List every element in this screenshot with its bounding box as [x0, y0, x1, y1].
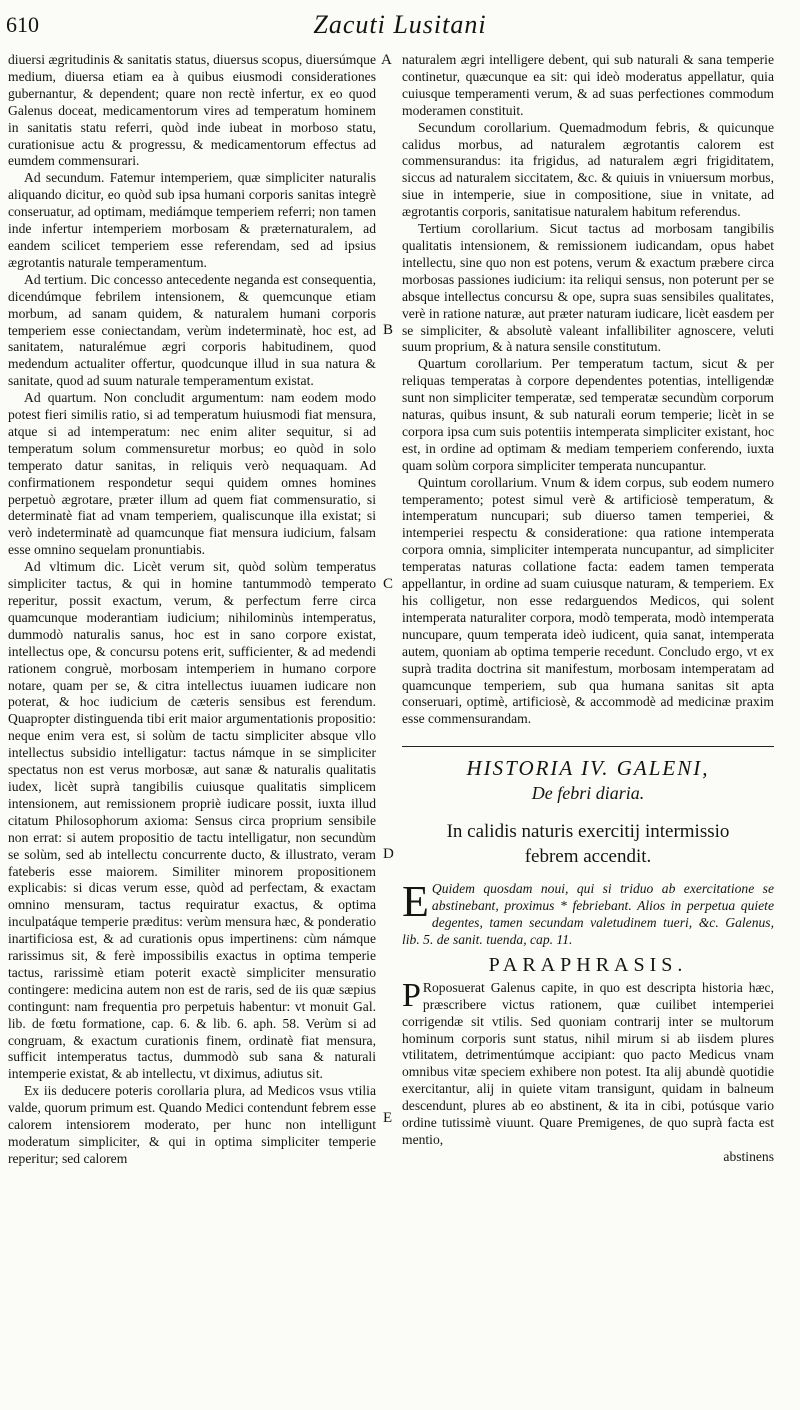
right-paragraph: Tertium corollarium. Sicut tactus ad morbosam tangibilis qualitatis intensionem, & remissionem iudicandam, opus habet intellectu, sine quo non est potens, verum & exactum præbere circa morbosas passiones iudicium: ita reliqui sensus, non poterunt per se absque intellectus concursu & ope, supra suas sensibiles qualitates, verè in ratione naturæ, aut præter naturam iudicare, licèt easdem per se simpliciter, & absolutè valeant infallibiliter agnoscere, veluti suum proprium, & à natura sensile constitutum.	[402, 221, 774, 355]
left-paragraph: diuersi ægritudinis & sanitatis status, diuersus scopus, diuersúmque medium, diuersa etiam ea à quibus eiusmodi considerationes gubernantur, & dependent; quare non rectè infertur, ex eo quod Galenus doceat, medicamentorum vires ad temperatum hominem in sanitatis statu referri, quòd inde iubeat in morboso statu, curationisue actu & progressu, & medicamentorum effectus ad eumdem commensurari.	[8, 52, 376, 169]
quote-text: Quidem quosdam noui, qui si triduo ab exercitatione se abstinebant, proximus * febriebant. Alios in perpetua quiete degentes, tamen secundam valetudinem tueri, &c. Galenus, lib. 5. de sanit. tuenda, cap. 11.	[402, 881, 774, 947]
left-paragraph: Ad quartum. Non concludit argumentum: nam eodem modo potest fieri similis ratio, si ad temperatum huiusmodi fiat mensura, atque si ad intemperatum: nec enim aliter sequitur, si ad temperatum solum commensuretur morbus; eo quòd in solo temperato datur sanitas, in reliquis verò nequaquam. Ad confirmationem respondetur sequi quidem omnes homines perpetuò ægrotare, præter illum ad quem fiat commensuratio, si determinatè fiat ad vnam temperiem, qualiscunque illa existat; si verò indeterminatè ad quamcunque fiat mensura iudicium, falsam esse omnino sequelam pronuntiabis.	[8, 390, 376, 558]
left-paragraph: Ex iis deducere poteris corollaria plura, ad Medicos vsus vtilia valde, quorum primum est. Quando Medici contendunt febrem esse calorem intensiorem moderato, per hunc non intelligunt moderatum simpliciter, & qui in optima simpliciter temperie reperitur; sed calorem	[8, 1083, 376, 1166]
left-column	[8, 52, 376, 1168]
margin-letter-b: B	[383, 322, 394, 338]
margin-letter-c: C	[383, 576, 394, 592]
paraphrasis-paragraph	[402, 976, 774, 1149]
margin-letter-d: D	[383, 846, 394, 862]
margin-letter-e: E	[383, 1110, 393, 1126]
right-paragraph: Quintum corollarium. Vnum & idem corpus, sub eodem numero temperamento; potest simul verè & artificiosè temperatum, & intemperatum nuncupari; sub diuerso tamen temperiei, & intemperiei respectu & consideratione: qua ratione intemperata corpora omnia, simpliciter intemperata nuncupantur, ad simpliciter temperatas naturas collatione facta: eadem tamen temperata appellantur, in ordine ad suam cuiusque naturam, & temperiem. Ex his colligetur, non esse redarguendos Medicos, qui solent intemperata naturaliter corpora, modò temperata, modò intemperata nuncupare, quum temperata ideò iudicent, quia sanat, intemperata autem, quoniam ab optima temperie recedunt. Concludo ergo, vt ex suprà tradita doctrina sit manifestum, morbosam intemperatam ad quamcunque temperiem, sub qua humana sanitas sit apta conseruari, optimè, artificiosè, & accommodè ad medicinæ praxim esse commensurandam.	[402, 474, 774, 727]
page-header	[0, 2, 800, 50]
historia-summary: In calidis naturis exercitij intermissio febrem accendit.	[446, 821, 730, 868]
right-paragraph: naturalem ægri intelligere debent, qui sub naturali & sana temperie continetur, quæcunque ea sit: qui ideò moderatus appellatur, quia cuiusque temperamenti verum, & ad suas perfectiones commodum moderamen constituit.	[402, 52, 774, 118]
section-divider	[402, 746, 774, 747]
running-head: Zacuti Lusitani	[313, 10, 487, 39]
right-paragraph: Quartum corollarium. Per temperatum tactum, sicut & per reliquas temperatas à corpore dependentes potentias, intelligendæ sunt non simpliciter temperatæ, sed temperatæ secundùm corporum naturas, quibus insunt, & sub naturali eorum temperie; licèt in se corpora ipsa cum suis potentiis intemperata simpliciter existant, hoc est, in ordine ad optimam & mediam temperiem conferendo, iuxta quam solùm corpora simpliciter temperata nuncupantur.	[402, 356, 774, 473]
quote-initial: E	[402, 877, 429, 927]
paraphrasis-heading: PARAPHRASIS.	[488, 953, 688, 976]
page-number: 610	[6, 12, 39, 37]
left-paragraph: Ad secundum. Fatemur intemperiem, quæ simpliciter naturalis aliquando dicitur, eo quòd sub ipsa humani corporis sanitas integrè conseruatur, ad optimam, mediámque temperiem referri; non tamen inde infertur intemperiem morbosam & præternaturalem, ad eandem scilicet temperiem esse referendam, sed ad ipsius ægrotantis naturale temperamentum.	[8, 170, 376, 270]
left-paragraph: Ad tertium. Dic concesso antecedente neganda est consequentia, dicendúmque febrilem intensionem, & quemcunque etiam morbum, ad sanam quidem, & naturalem humani corporis temperiem esse coniectandam, verùm indeterminatè, hoc est, ad sanitatem, naturalémue ægri corporis habitudinem, quod medendum actualiter offertur, quodcunque illud in sua natura & sanitate, quod ad suum naturale temperamentum existat.	[8, 271, 376, 389]
left-paragraph: Ad vltimum dic. Licèt verum sit, quòd solùm temperatus simpliciter tactus, & qui in homine tantummodò temperato reperitur, possit exactum, verum, & perfectum ferre circa quamcunque moderantiam iudicium; nihilominùs intemperatus, dummodò naturalis sanus, hoc est in sano corpore existat, intellectus ope, & concursu potens erit, sufficienter, & ad medendi rationem congruè, morbosam intemperiem in humano corpore notare, quam per se, & citra intellectus iuuamen iudicare non poterat, & hoc iudicium de cæteris sensibus est ferendum. Quapropter distinguenda tibi erit maior argumentationis propositio: neque enim vera est, si solùm de tactu simpliciter absque vllo intellectus subsidio intelligatur: tactus námque in se simpliciter spectatus non est verus morbosæ, aut sanæ & naturalis qualitatis iudex, licèt suprà tangibilis cuiusque qualitatis simplicem intensionem, aut remissionem propriè iudicare possit, iuxta illud citatum Philosophorum axioma: Sensus circa proprium sensibile non errat: si autem propositio de tactu intelligatur, non secundùm se solùm, sed ab intellectu concurrente ducto, & illustrato, veram fateberis esse maiorem. Similiter minorem propositionem explicabis: si dicas verum esse, quòd ad perfectam, & exactam omnino mensuram, tactus requiratur exactus, & optima inculpatáque temperie præditus: verùm mensura hæc, & ponderatio inartificiosa est, & ad curationis opus impertinens: cùm námque rarissimus sit, & ferè impossibilis exactus in optima temperie tactus, rarissimè etiam poterit exactè simpliciter mensuratio contingere: medicina autem non est de raris, sed de iis quæ sæpius contingunt: nam frequentia pro perpetuis habentur: vt monuit Gal. lib. de fœtu formatione, cap. 6. & lib. 6. aph. 58. Verùm si ad congruam, & exactum curationis finem, ordinatè fiat mensura, sufficit intemperatus tactus, dummodò sub sana & naturali intemperie existat, & ab intellectu, vt diximus, adiutus sit.	[8, 559, 376, 1082]
right-paragraph: Secundum corollarium. Quemadmodum febris, & quicunque calidus morbus, ad naturalem ægrotantis calorem est commensurandus: ita frigidus, ad naturalem ægri frigiditatem, siccus ad naturalem siccitatem, &c. & quiuis in vniuersum morbus, siue in intemperie, siue in compositione, siue in vnitate, ad ægrotantis corporis, sanitatisue naturalem habitum referendus.	[402, 119, 774, 220]
margin-letter-a: A	[381, 52, 392, 68]
historia-title: HISTORIA IV. GALENI,	[466, 756, 710, 781]
right-column	[402, 52, 774, 1166]
galen-quote	[402, 877, 774, 949]
paraphrasis-initial: P	[402, 976, 421, 1014]
paraphrasis-text: Roposuerat Galenus capite, in quo est descripta historia hæc, præscribere victus rationem, quæ cuilibet intemperiei corrigendæ sit vtilis. Sed quoniam contrarij inter se multorum hominum corporis sunt status, nihil mirum si ab iisdem plures vtilitatem, detrimentúmque accipiant: quo pacto Medicus vnam omnibus vitæ speciem exhibere non potest. Ita alij abundè quotidie exercitantur, alij in quiete vitam transigunt, quidam in balneum descendunt, plures ab eo abstinent, & ita in cibi, potúsque vario ordine tutissimè viuunt. Quare Premigenes, de quo suprà facta est mentio,	[402, 979, 774, 1147]
catchword: abstinens	[723, 1148, 774, 1164]
historia-subtitle: De febri diaria.	[531, 783, 645, 804]
